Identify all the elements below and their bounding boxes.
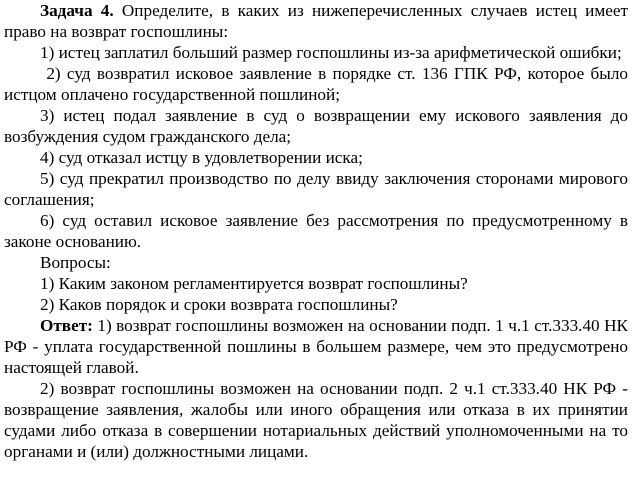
question-item-1: 1) Каким законом регламентируется возврат госпошлины? xyxy=(40,274,468,293)
case-item-3: 3) истец подал заявление в суд о возвращении ему искового заявления до возбуждения судом гражданского дела; xyxy=(4,106,628,146)
case-item-5: 5) суд прекратил производство по делу ввиду заключения сторонами мирового соглашения; xyxy=(4,169,628,209)
question-item-2: 2) Каков порядок и сроки возврата госпошлины? xyxy=(40,295,398,314)
case-item-6: 6) суд оставил исковое заявление без рассмотрения по предусмотренному в законе основанию. xyxy=(4,211,628,251)
task-intro: Определите, в каких из нижеперечисленных случаев истец имеет право на возврат госпошлины: xyxy=(4,1,628,41)
case-item-2: 2) суд возвратил исковое заявление в порядке ст. 136 ГПК РФ, которое было истцом оплачено государственной пошлиной; xyxy=(4,64,633,104)
questions-heading: Вопросы: xyxy=(40,253,111,272)
task-heading: Задача 4. xyxy=(40,1,114,20)
answer-label: Ответ: xyxy=(40,316,93,335)
answer-part-1: 1) возврат госпошлины возможен на основании подп. 1 ч.1 ст.333.40 НК РФ - уплата государственной пошлины в большем размере, чем это предусмотрено настоящей главой. xyxy=(4,316,628,377)
task-paragraph xyxy=(4,0,628,42)
answer-paragraph-1 xyxy=(4,315,628,378)
answer-paragraph-2: 2) возврат госпошлины возможен на основании подп. 2 ч.1 ст.333.40 НК РФ - возвращение заявления, жалобы или иного обращения или отказа в их принятии судами либо отказа в совершении нотариальных действий уполномоченными на то органами и (или) должностными лицами. xyxy=(4,379,628,461)
case-item-1: 1) истец заплатил больший размер госпошлины из-за арифметической ошибки; xyxy=(40,43,622,62)
case-item-4: 4) суд отказал истцу в удовлетворении иска; xyxy=(40,148,363,167)
